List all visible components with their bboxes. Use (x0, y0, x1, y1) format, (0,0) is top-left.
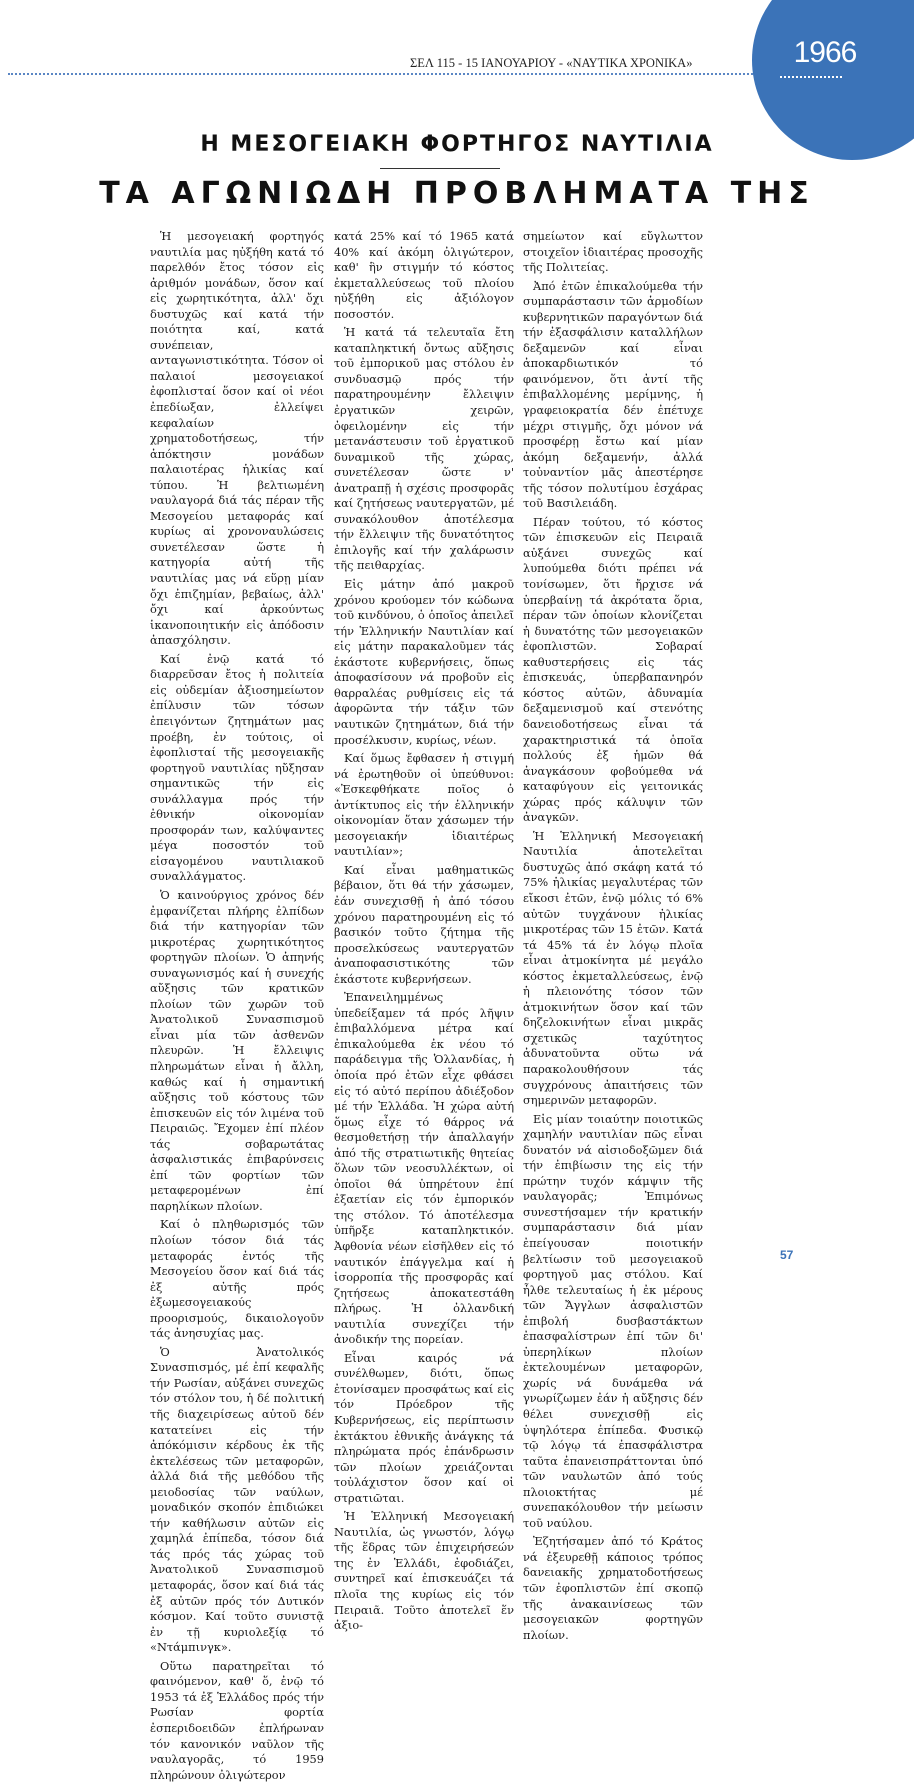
year-dots-divider (780, 76, 842, 78)
paragraph: Ἀπό ἐτῶν ἐπικαλούμεθα τήν συμπαράστασιν τῶν ἁρμοδίων κυβερνητικῶν παραγόντων διά τήν ἐξασφάλισιν καταλλήλων δεξαμενῶν καί εἶναι ἀποκαρδιωτικόν τό φαινόμενον, ὅτι ἀντί τῆς ἐπιβαλλομένης μερίμνης, ἡ γραφειοκρατία δέν ἐπέτυχε μέχρι στιγμῆς, ὄχι μόνον νά προσφέρῃ ἔστω καί μίαν ἀκόμη δεξαμενήν, ἀλλά τοὐναντίον μᾶς ἀπεστέρησε τῆς τόσον πολυτίμου ἐσχάρας τοῦ Βασιλειάδη. (523, 278, 703, 511)
paragraph: Ἡ μεσογειακή φορτηγός ναυτιλία μας ηὐξήθη κατά τό παρελθόν ἔτος τόσον εἰς ἀριθμόν μονάδων, ὅσον καί εἰς χωρητικότητα, ἀλλ' ὄχι δυστυχῶς καί κατά τήν ποιότητα καί, κατά συνέπειαν, ανταγωνιστικότητα. Τόσον οἱ παλαιοί μεσογειακοί ἐφοπλισταί ὅσον καί οἱ νέοι ἐπεδίωξαν, ἐλλείψει κεφαλαίων χρηματοδοτήσεως, τήν ἀπόκτησιν μονάδων παλαιοτέρας ἡλικίας καί τύπου. Ἡ βελτιωμένη ναυλαγορά διά τάς πέραν τῆς Μεσογείου μεταφοράς καί κυρίως αἱ χρονοναυλώσεις συνετέλεσαν ὥστε ἡ κατηγορία αὐτή τῆς ναυτιλίας μας νά εὕρῃ μίαν ὄχι ἐπιζημίαν, βεβαίως, ἀλλ' ὄχι καί ἀρκούντως ἱκανοποιητικήν εἰς ἀπόδοσιν ἀπασχόλησιν. (150, 229, 324, 648)
paragraph: Καί εἶναι μαθηματικῶς βέβαιον, ὅτι θά τήν χάσωμεν, ἐάν συνεχισθῇ ἡ ἀπό τόσου χρόνου παρατηρουμένη εἰς τό βασικόν τοῦτο ζήτημα τῆς προσελκύσεως ναυτεργατῶν ἀναποφασιστικότης τῶν ἑκάστοτε κυβερνήσεων. (334, 862, 514, 986)
article-column-2 (334, 229, 514, 1637)
paragraph: Ὁ καινούργιος χρόνος δέν ἐμφανίζεται πλήρης ἐλπίδων διά τήν κατηγορίαν τῶν μικροτέρας χωρητικότητος φορτηγῶν πλοίων. Ὁ ἀπηνής συναγωνισμός καί ἡ συνεχής αὔξησις τῶν κρατικῶν πλοίων τῶν χωρῶν τοῦ Ἀνατολικοῦ Συνασπισμοῦ εἶναι μία τῶν ἀσθενῶν πλευρῶν. Ἡ ἔλλειψις πληρωμάτων εἶναι ἡ ἄλλη, καθώς καί ἡ σημαντική αὔξησις τοῦ κόστους τῶν ἐπισκευῶν εἰς τόν λιμένα τοῦ Πειραιῶς. Ἔχομεν ἐπί πλέον τάς σοβαρωτάτας ἀσφαλιστικάς ἐπιβαρύνσεις ἐπί τῶν φορτίων τῶν μεταφερομένων ἐπί παρηλίκων πλοίων. (150, 887, 324, 1213)
article-column-1 (150, 229, 324, 1786)
article-column-3 (523, 229, 703, 1646)
paragraph: Εἰς μάτην ἀπό μακροῦ χρόνου κρούομεν τόν κώδωνα τοῦ κινδύνου, ὁ ὁποῖος ἀπειλεῖ τήν Ἑλληνικήν Ναυτιλίαν καί εἰς μάτην παρακαλοῦμεν τάς ἑκάστοτε κυβερνήσεις, ὅπως ἀποφασίσουν νά προβοῦν εἰς θαρραλέας ρυθμίσεις εἰς τά ἀφορῶντα τήν τάξιν τῶν ναυτικῶν ζητημάτων, διά τήν προσέλκυσιν, κυρίως, νέων. (334, 577, 514, 747)
paragraph: Ἐπανειλημμένως ὑπεδείξαμεν τά πρός λῆψιν ἐπιβαλλόμενα μέτρα καί ἐπικαλούμεθα ἐκ νέου τό παράδειγμα τῆς Ὁλλανδίας, ἡ ὁποία πρό ἐτῶν εἶχε φθάσει εἰς τό αὐτό περίπου ἀδιέξοδον μέ τήν Ἑλλάδα. Ἡ χώρα αὐτή ὅμως εἶχε τό θάρρος νά θεσμοθετήσῃ τήν ἀπαλλαγήν ἀπό τῆς στρατιωτικῆς θητείας ὅλων τῶν νεοσυλλέκτων, οἱ ὁποῖοι θά ὑπηρέτουν ἐπί ἐξαετίαν εἰς τόν ἐμπορικόν της στόλον. Τό ἀποτέλεσμα ὑπῆρξε καταπληκτικόν. Ἀφθονία νέων εἰσῆλθεν εἰς τό ναυτικόν ἐπάγγελμα καί ἡ ἰσορροπία τῆς προσφορᾶς καί ζητήσεως ἀποκατεστάθη πλήρως. Ἡ ὀλλανδική ναυτιλία συνεχίζει τήν ἀνοδικήν της πορείαν. (334, 990, 514, 1347)
paragraph: Καί ὁ πληθωρισμός τῶν πλοίων τόσον διά τάς μεταφοράς ἐντός τῆς Μεσογείου ὅσον καί διά τάς ἐξ αὐτῆς πρός ἐξωμεσογειακούς προορισμούς, δικαιολογοῦν τάς ἀνησυχίας μας. (150, 1217, 324, 1341)
paragraph: σημείωτον καί εὔγλωττον στοιχεῖον ἰδιαιτέρας προσοχῆς τῆς Πολιτείας. (523, 229, 703, 275)
page-number: 57 (780, 1248, 794, 1262)
paragraph: Εἰς μίαν τοιαύτην ποιοτικῶς χαμηλήν ναυτιλίαν πῶς εἶναι δυνατόν νά αἰσιοδοξῶμεν διά τήν ἐπιβίωσιν της εἰς τήν πρώτην τυχόν κάμψιν τῆς ναυλαγορᾶς; Ἐπιμόνως συνεστήσαμεν τήν κρατικήν συμπαράστασιν διά μίαν ἐπείγουσαν ποιοτικήν βελτίωσιν τοῦ μεσογειακοῦ φορτηγοῦ μας στόλου. Καί ἦλθε τελευταίως ἡ ἐκ μέρους τῶν Ἄγγλων ἀσφαλιστῶν ἐπιβολή δυσβαστάκτων ἐπασφαλίστρων ἐπί τῶν δι' ὑπερηλίκων πλοίων ἐκτελουμένων μεταφορῶν, χωρίς νά δυνάμεθα νά γνωρίζωμεν ἐάν ἡ αὔξησις δέν θέλει συνεχισθῇ εἰς ὑψηλότερα ἐπίπεδα. Φυσικῷ τῷ λόγῳ τά ἐπασφάλιστρα ταῦτα ἐπανεισπράττονται ὑπό τῶν ναυλωτῶν ἀπό τούς πλοιοκτήτας μέ συνεπακόλουθον τήν μείωσιν τοῦ ναύλου. (523, 1111, 703, 1530)
article-subtitle: ΤΑ ΑΓΩΝΙΩΔΗ ΠΡΟΒΛΗΜΑΤΑ ΤΗΣ (99, 176, 815, 211)
paragraph: Εἶναι καιρός νά συνέλθωμεν, διότι, ὅπως ἐτονίσαμεν προσφάτως καί εἰς τόν Πρόεδρον τῆς Κυβερνήσεως, εἰς περίπτωσιν ἐκτάκτου ἐθνικῆς ἀνάγκης τά πληρώματα πρός ἐπάνδρωσιν τῶν πλοίων χρειάζονται τοὐλάχιστον ὅσον καί οἱ στρατιῶται. (334, 1350, 514, 1505)
paragraph: Ἡ κατά τά τελευταῖα ἔτη καταπληκτική ὄντως αὔξησις τοῦ ἐμπορικοῦ μας στόλου ἐν συνδυασμῷ πρός τήν παρατηρουμένην ἔλλειψιν ἐργατικῶν χειρῶν, ὀφειλομένην εἰς τήν μετανάστευσιν τοῦ ἐργατικοῦ δυναμικοῦ τῆς χώρας, συνετέλεσαν ὥστε ν' ἀνατραπῇ ἡ σχέσις προσφορᾶς καί ζητήσεως ναυτεργατῶν, μέ συνακόλουθον ἀποτέλεσμα τήν ἔλλειψιν τῆς δυνατότητος ἐπιλογῆς καί τήν χαλάρωσιν τῆς πειθαρχίας. (334, 325, 514, 573)
paragraph: Ὁ Ἀνατολικός Συνασπισμός, μέ ἐπί κεφαλῆς τήν Ρωσίαν, αὐξάνει συνεχῶς τόν στόλον του, ἡ δέ πολιτική τῆς διαχειρίσεως αὐτοῦ δέν κατατείνει εἰς τήν ἀπόκόμισιν κέρδους ἐκ τῆς ἐκτελέσεως τῶν μεταφορῶν, ἀλλά διά τῆς μεθόδου τῆς μειοδοσίας τῶν ναύλων, μοναδικόν σκοπόν ἐπιδιώκει τήν καθήλωσιν αὐτῶν εἰς χαμηλά ἐπίπεδα, τόσον διά τάς πρός τάς χώρας τοῦ Ἀνατολικοῦ Συνασπισμοῦ μεταφοράς, ὅσον καί διά τάς ἐξ αὐτῶν πρός τόν Δυτικόν κόσμον. Καί τοῦτο συνιστᾷ ἐν τῇ κυριολεξίᾳ τό «Ντάμπινγκ». (150, 1344, 324, 1655)
paragraph: Ἡ Ἑλληνική Μεσογειακή Ναυτιλία, ὡς γνωστόν, λόγῳ τῆς ἕδρας τῶν ἐπιχειρήσεών της ἐν Ἑλλάδι, ἐφοδιάζει, συντηρεῖ καί ἐπισκευάζει τά πλοῖα της κυρίως εἰς τόν Πειραιᾶ. Τοῦτο ἀποτελεῖ ἕν ἀξιο- (334, 1509, 514, 1633)
paragraph: Οὕτω παρατηρεῖται τό φαινόμενον, καθ' ὅ, ἐνῷ τό 1953 τά ἐξ Ἑλλάδος πρός τήν Ρωσίαν φορτία ἐσπεριδοειδῶν ἐπλήρωναν τόν κανονικόν ναῦλον τῆς ναυλαγορᾶς, τό 1959 πληρώνουν ὀλιγώτερον (150, 1658, 324, 1782)
paragraph: Ἐζητήσαμεν ἀπό τό Κράτος νά ἐξευρεθῇ κάποιος τρόπος δανειακῆς χρηματοδοτήσεως τῶν ἐφοπλιστῶν ἐπί σκοπῷ τῆς ἀνακαινίσεως τῶν μεσογειακῶν φορτηγῶν πλοίων. (523, 1534, 703, 1642)
title-rule (380, 168, 500, 169)
paragraph: Ἡ Ἑλληνική Μεσογειακή Ναυτιλία ἀποτελεῖται δυστυχῶς ἀπό σκάφη κατά τό 75% ἡλικίας μεγαλυτέρας τῶν εἴκοσι ἐτῶν, ἐνῷ μόλις τό 6% αὐτῶν τυγχάνουν ἡλικίας μικροτέρας τῶν 15 ἐτῶν. Κατά τά 45% τά ἐν λόγῳ πλοῖα εἶναι ἀτμοκίνητα μέ μεγάλο κόστος ἐκμεταλλεύσεως, ἐνῷ ἡ πλειονότης τόσον τῶν ἀτμοκινήτων ὅσον καί τῶν δηζελοκινήτων εἶναι μικρᾶς σχετικῶς ταχύτητος ἀδυνατοῦντα οὕτω νά παρακολουθήσουν τάς συγχρόνους ἀπαιτήσεις τῶν σημερινῶν μεταφορῶν. (523, 828, 703, 1108)
header-dotted-rule (8, 73, 753, 75)
paragraph: Καί ὅμως ἔφθασεν ἡ στιγμή νά ἐρωτηθοῦν οἱ ὑπεύθυνοι: «Ἐσκεφθήκατε ποῖος ὁ ἀντίκτυπος εἰς τήν ἑλληνικήν οἰκονομίαν ὅταν χάσωμεν τήν μεσογειακήν ἰδιαιτέρως ναυτιλίαν»; (334, 751, 514, 859)
paragraph: Καί ἐνῷ κατά τό διαρρεῦσαν ἔτος ἡ πολιτεία εἰς οὐδεμίαν ἀξιοσημείωτον ἐπίλυσιν τῶν τόσων ἐπειγόντων ζητημάτων μας προέβη, ἐν τούτοις, οἱ ἐφοπλισταί τῆς μεσογειακῆς φορτηγοῦ ναυτιλίας ηὔξησαν σημαντικῶς τήν εἰς συνάλλαγμα πρός τήν ἐθνικήν οἰκονομίαν προσφοράν των, καλύψαντες μέγα ποσοστόν τοῦ εἰσαγομένου ναυτιλιακοῦ συναλλάγματος. (150, 651, 324, 884)
year-label: 1966 (793, 36, 857, 69)
paragraph: Πέραν τούτου, τό κόστος τῶν ἐπισκευῶν εἰς Πειραιᾶ αὐξάνει συνεχῶς καί λυπούμεθα διότι πρέπει νά τονίσωμεν, ὅτι ἤρχισε νά ὑπερβαίνῃ τά ἀκρότατα ὅρια, πέραν τῶν ὁποίων κλονίζεται ἡ δυνατότης τῶν μεσογειακῶν ἐφοπλιστῶν. Σοβαραί καθυστερήσεις εἰς τάς ἐπισκευάς, ὑπερβαπανηρόν κόστος αὐτῶν, ἀδυναμία δεξαμενισμοῦ καί στενότης δανειοδοτήσεως εἶναι τά χαρακτηριστικά τά ὁποῖα πολλούς ἐξ ἡμῶν θά ἀναγκάσουν φοβούμεθα νά καταφύγουν εἰς γειτονικάς χώρας πρός κάλυψιν τῶν ἀναγκῶν. (523, 514, 703, 825)
running-header: ΣΕΛ 115 - 15 ΙΑΝΟΥΑΡΙΟΥ - «ΝΑΥΤΙΚΑ ΧΡΟΝΙΚΑ» (410, 56, 693, 70)
paragraph: κατά 25% καί τό 1965 κατά 40% καί ἀκόμη ὀλιγώτερον, καθ' ἣν στιγμήν τό κόστος ἐκμεταλλεύσεως τοῦ πλοίου ηὐξήθη εἰς ἀξιόλογον ποσοστόν. (334, 229, 514, 321)
article-title: Η ΜΕΣΟΓΕΙΑΚΗ ΦΟΡΤΗΓΟΣ ΝΑΥΤΙΛΙΑ (200, 132, 714, 157)
